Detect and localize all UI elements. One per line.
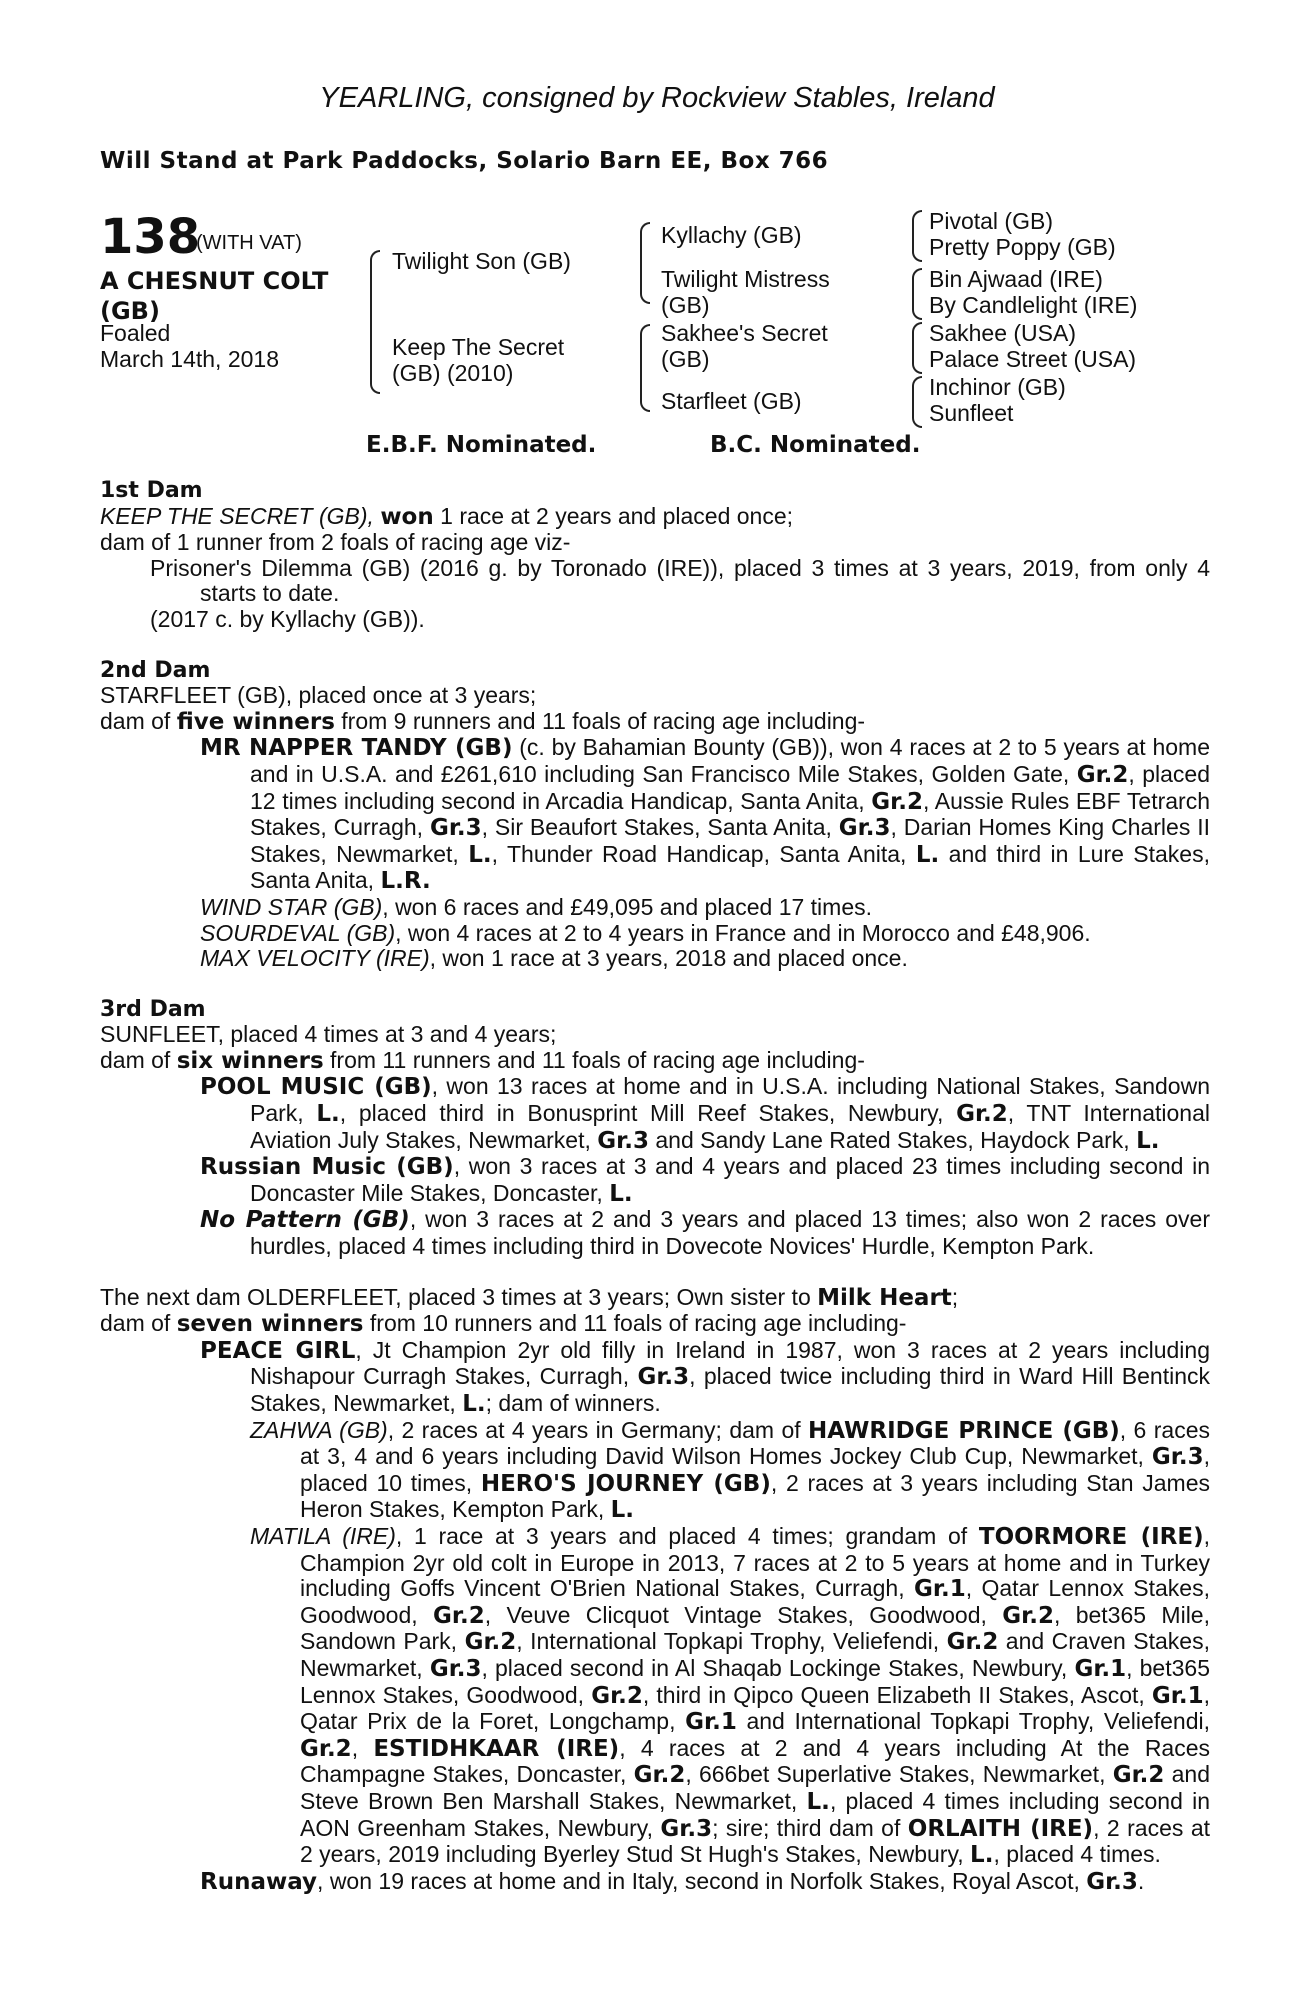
pedigree-g2: Pretty Poppy (GB) — [929, 234, 1116, 260]
runaway-entry: Runaway, won 19 races at home and in Italy, second in Norfolk Stakes, Royal Ascot, Gr.3. — [200, 1867, 1145, 1895]
brace-g78 — [912, 376, 922, 428]
vat-label: (WITH VAT) — [196, 232, 302, 254]
first-dam-produce: dam of 1 runner from 2 foals of racing age viz- — [100, 529, 571, 556]
foaled-info — [100, 320, 279, 372]
ebf-nominated: E.B.F. Nominated. — [366, 432, 597, 458]
pedigree-g7: Inchinor (GB) — [929, 374, 1066, 400]
third-dam-line: SUNFLEET, placed 4 times at 3 and 4 years; — [100, 1021, 557, 1048]
brace-g34 — [912, 268, 922, 320]
pedigree-g4: By Candlelight (IRE) — [929, 292, 1138, 318]
pedigree-g5: Sakhee (USA) — [929, 320, 1077, 346]
pedigree-g1: Pivotal (GB) — [929, 208, 1053, 234]
second-dam-section — [100, 658, 1210, 972]
second-dam-produce: dam of five winners from 9 runners and 11 foals of racing age including- — [100, 707, 866, 735]
stand-location: Will Stand at Park Paddocks, Solario Barn EE, Box 766 — [100, 148, 829, 174]
first-dam-heading: 1st Dam — [100, 478, 203, 503]
first-dam-section — [100, 478, 1210, 633]
russian-music-entry: Russian Music (GB), won 3 races at 3 and 4 years and placed 23 times including second in Doncaster Mile Stakes, Doncaster, L. — [200, 1153, 1210, 1207]
third-dam-heading: 3rd Dam — [100, 996, 206, 1022]
zahwa-entry: ZAHWA (GB), 2 races at 4 years in Germany; dam of HAWRIDGE PRINCE (GB), 6 races at 3, 4 and 6 years including David Wilson Homes Jockey Club Cup, Newmarket, Gr.3, placed 10 times, HERO'S JOURNEY (GB), 2 races at 3 years including Stan James Heron Stakes, Kempton Park, L. — [250, 1416, 1211, 1524]
first-dam-runner: Prisoner's Dilemma (GB) (2016 g. by Toronado (IRE)), placed 3 times at 3 years, 2019, from only 4 starts to date. — [150, 554, 1210, 607]
brace-g12 — [912, 210, 922, 262]
pedigree-sire-sire: Kyllachy (GB) — [661, 222, 802, 248]
next-dam-section — [100, 1285, 1210, 1896]
pedigree-dam-sire: Sakhee's Secret (GB) — [661, 320, 828, 372]
foaled-label: Foaled — [100, 320, 171, 346]
brace-sire-line — [640, 222, 650, 304]
no-pattern-entry: No Pattern (GB), won 3 races at 2 and 3 years and placed 13 times; also won 2 races over hurdles, placed 4 times including third in Dovecote Novices' Hurdle, Kempton Park. — [200, 1206, 1210, 1260]
lot-description: A CHESNUT COLT (GB) — [100, 267, 329, 325]
foaled-date: March 14th, 2018 — [100, 346, 280, 372]
pedigree-g3: Bin Ajwaad (IRE) — [929, 266, 1103, 292]
next-dam-line: The next dam OLDERFLEET, placed 3 times at 3 years; Own sister to Milk Heart; — [100, 1283, 959, 1311]
bc-nominated: B.C. Nominated. — [710, 432, 921, 458]
matila-entry: MATILA (IRE), 1 race at 3 years and placed 4 times; grandam of TOORMORE (IRE), Champion 2yr old colt in Europe in 2013, 7 races at 2 to 5 years at home and in Turkey including Goffs Vincent O'Brien National Stakes, Curragh, Gr.1, Qatar Lennox Stakes, Goodwood, Gr.2, Veuve Clicquot Vintage Stakes, Goodwood, Gr.2, bet365 Mile, Sandown Park, Gr.2, International Topkapi Trophy, Veliefendi, Gr.2 and Craven Stakes, Newmarket, Gr.3, placed second in Al Shaqab Lockinge Stakes, Newbury, Gr.1, bet365 Lennox Stakes, Goodwood, Gr.2, third in Qipco Queen Elizabeth II Stakes, Ascot, Gr.1, Qatar Prix de la Foret, Longchamp, Gr.1 and International Topkapi Trophy, Veliefendi, Gr.2, ESTIDHKAAR (IRE), 4 races at 2 and 4 years including At the Races Champagne Stakes, Doncaster, Gr.2, 666bet Superlative Stakes, Newmarket, Gr.2 and Steve Brown Ben Marshall Stakes, Newmarket, L., placed 4 times including second in AON Greenham Stakes, Newbury, Gr.3; sire; third dam of ORLAITH (IRE), 2 races at 2 years, 2019 including Byerley Stud St Hugh's Stakes, Newbury, L., placed 4 times. — [250, 1522, 1211, 1869]
lot-number: 138 — [100, 209, 201, 265]
brace-sire-dam — [370, 250, 380, 394]
pedigree-g6: Palace Street (USA) — [929, 346, 1137, 372]
sourdeval-entry: SOURDEVAL (GB), won 4 races at 2 to 4 years in France and in Morocco and £48,906. — [200, 919, 1091, 946]
mr-napper-tandy-entry: MR NAPPER TANDY (GB) (c. by Bahamian Bounty (GB)), won 4 races at 2 to 5 years at home and in U.S.A. and £261,610 including San Francisco Mile Stakes, Golden Gate, Gr.2, placed 12 times including second in Arcadia Handicap, Santa Anita, Gr.2, Aussie Rules EBF Tetrarch Stakes, Curragh, Gr.3, Sir Beaufort Stakes, Santa Anita, Gr.3, Darian Homes King Charles II Stakes, Newmarket, L., Thunder Road Handicap, Santa Anita, L. and third in Lure Stakes, Santa Anita, L.R. — [200, 734, 1210, 895]
wind-star-entry: WIND STAR (GB), won 6 races and £49,095 and placed 17 times. — [200, 893, 873, 920]
third-dam-produce: dam of six winners from 11 runners and 11 foals of racing age including- — [100, 1046, 865, 1074]
next-dam-produce: dam of seven winners from 10 runners and 11 foals of racing age including- — [100, 1310, 907, 1338]
max-velocity-entry: MAX VELOCITY (IRE), won 1 race at 3 years, 2018 and placed once. — [200, 945, 908, 972]
pool-music-entry: POOL MUSIC (GB), won 13 races at home and in U.S.A. including National Stakes, Sandown Park, L., placed third in Bonusprint Mill Reef Stakes, Newbury, Gr.2, TNT International Aviation July Stakes, Newmarket, Gr.3 and Sandy Lane Rated Stakes, Haydock Park, L. — [200, 1073, 1211, 1154]
family-notes — [100, 478, 1210, 1895]
second-dam-heading: 2nd Dam — [100, 657, 211, 683]
brace-g56 — [912, 322, 922, 374]
pedigree-sire: Twilight Son (GB) — [392, 248, 571, 274]
first-dam-line: KEEP THE SECRET (GB), won 1 race at 2 years and placed once; — [100, 502, 794, 530]
peace-girl-entry: PEACE GIRL, Jt Champion 2yr old filly in Ireland in 1987, won 3 races at 2 years including Nishapour Curragh Stakes, Curragh, Gr.3, placed twice including third in Ward Hill Bentinck Stakes, Newmarket, L.; dam of winners. — [200, 1336, 1210, 1417]
pedigree-sire-dam: Twilight Mistress (GB) — [661, 266, 830, 318]
pedigree-dam-dam: Starfleet (GB) — [661, 388, 802, 414]
third-dam-section — [100, 997, 1210, 1260]
second-dam-line: STARFLEET (GB), placed once at 3 years; — [100, 682, 537, 709]
yearling-consignor-heading: YEARLING, consigned by Rockview Stables, Ireland — [319, 82, 995, 114]
pedigree-dam: Keep The Secret (GB) (2010) — [392, 334, 565, 386]
first-dam-foal: (2017 c. by Kyllachy (GB)). — [150, 605, 425, 632]
pedigree-g8: Sunfleet — [929, 400, 1014, 426]
brace-dam-line — [640, 324, 650, 412]
